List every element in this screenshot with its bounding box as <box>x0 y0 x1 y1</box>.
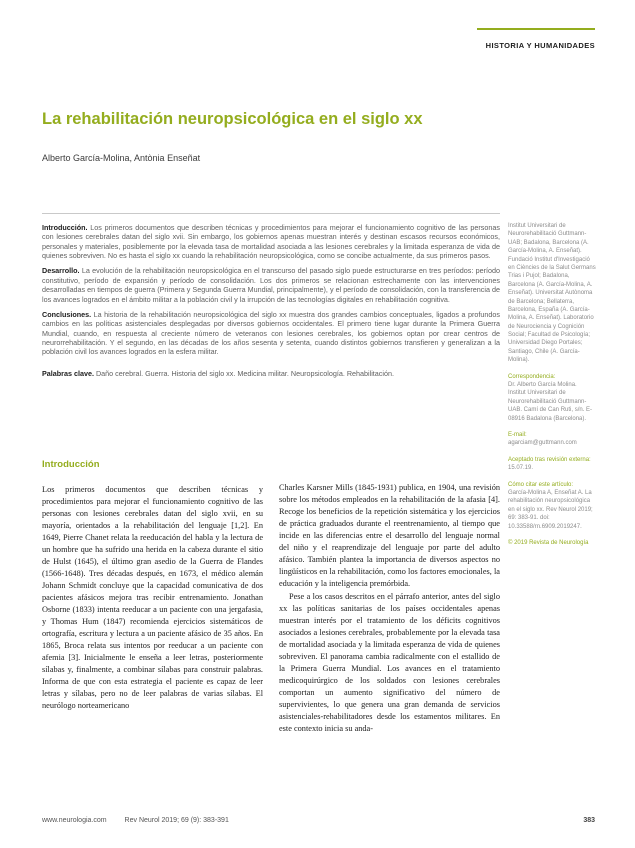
footer-left <box>42 817 245 824</box>
journal-url-link[interactable]: www.neurologia.com <box>42 817 107 824</box>
citation-block <box>508 481 596 531</box>
accepted-block <box>508 456 596 473</box>
page-number: 383 <box>583 817 595 824</box>
body-section <box>42 458 500 735</box>
journal-reference: Rev Neurol 2019; 69 (9): 383-391 <box>124 817 229 824</box>
abstract-block <box>42 213 500 384</box>
header-rule <box>477 28 595 30</box>
metadata-sidebar <box>508 222 596 555</box>
abstract-paragraph-introduccion <box>42 223 500 260</box>
abstract-paragraph-desarrollo <box>42 266 500 303</box>
abstract-text: La evolución de la rehabilitación neuropsicológica en el transcurso del pasado siglo puede estructurarse en tres períodos: período constitutivo, período de expansión y período de consolidación. Los dos primeros se relacionan estrechamente con las intervenciones desarrolladas en tiempos de guerra (Primera y Segunda Guerra Mundial, principalmente), y el período de consolidación, con la transferencia de los avances logrados en el ámbito militar a la población civil y la irrupción de las tecnologías digitales en rehabilitación cognitiva. <box>42 266 501 304</box>
affiliations: Institut Universitari de Neurorehabilitació Guttmann-UAB; Badalona, Barcelona (A. García-Molina, A. Enseñat). Fundació Institut d'Investigació en Ciències de la Salut Germans Trias i Pujol; Badalona, Barcelona (A. García-Molina, A. Enseñat). Universitat Autònoma de Barcelona; Bellaterra, Barcelona, España (A. García-Molina, A. Enseñat). Laboratorio de Neurociencia y Cognición Social; Facultad de Psicología; Universidad Diego Portales; Santiago, Chile (A. García-Molina). <box>508 223 596 364</box>
email-address[interactable]: agarciam@guttmann.com <box>508 440 577 447</box>
body-column-left <box>42 458 263 735</box>
page-header <box>477 28 595 53</box>
citation-text: García-Molina A, Enseñat A. La rehabilitación neuropsicológica en el siglo xx. Rev Neurol 2019; 69: 383-91. doi: 10.33588/rn.6909.2019247. <box>508 489 593 530</box>
article-title: La rehabilitación neuropsicológica en el siglo xx <box>42 110 423 128</box>
body-paragraph: Charles Karsner Mills (1845-1931) publica, en 1904, una revisión sobre los métodos empleados en la rehabilitación de la afasia [4]. Recoge los beneficios de la repetición sistemática y los ejercicios de práctica graduados durante el reentrenamiento, al tiempo que incide en las diferencias entre el desarrollo del lenguaje normal del niño y el reaprendizaje del lenguaje por parte del adulto afásico. También plantea la importancia de diversos aspectos no lingüísticos en la rehabilitación, como los factores emocionales, la educación y la inteligencia premórbida. <box>279 483 500 589</box>
article-authors: Alberto García-Molina, Antònia Enseñat <box>42 153 201 163</box>
abstract-paragraph-conclusiones <box>42 310 500 357</box>
page-footer <box>42 817 595 824</box>
body-columns <box>42 458 500 735</box>
correspondence-text: Dr. Alberto García Molina. Institut Universitari de Neurorehabilitació Guttmann-UAB. Camí de Can Ruti, s/n. E-08916 Badalona (Barcelona). <box>508 382 593 422</box>
body-paragraph: Los primeros documentos que describen técnicas y procedimientos para mejorar el funcionamiento cognitivo de las personas con lesiones cerebrales datan del siglo xvii, en su mayoría, orientados a la rehabilitación del lenguaje [1,2]. En 1649, Pierre Chanet relata la reeducación del habla y la lectura de un hombre que ha sufrido una herida en la cabeza durante el sitio de Hulst (1645), el último gran asedio de la Guerra de Flandes (1566-1648). Tres décadas después, en 1673, el médico alemán Johann Schmidt concluye que la capacidad comunicativa de dos pacientes afásicos mejora tras recibir entrenamiento. Jonathan Osborne (1833) intenta reeducar a un paciente con una jergafasia, y Thomas Hum (1847) recomienda ejercicios sistemáticos de ortografía, escritura y lectura a un paciente afásico de 35 años. En 1865, Broca relata sus intentos por reeducar a un paciente con afemia [3]. Inicialmente le enseña a leer letras, posteriormente sílabas y, finalmente, a combinar sílabas para construir palabras. Informa de que con esta estrategia el paciente es capaz de leer letras y sílabas, pero no de leer palabras de varias sílabas. El neurólogo norteamericano <box>42 484 263 711</box>
abstract-lead: Introducción. <box>42 223 88 232</box>
email-block <box>508 431 596 448</box>
abstract-lead: Desarrollo. <box>42 266 80 276</box>
abstract-text: La historia de la rehabilitación neuropsicológica del siglo xx muestra dos grandes cambios conceptuales, ligados a profundos cambios en las políticas asistenciales desplegadas por diversos gobiernos occidentales. El primero tiene lugar durante la Primera Guerra Mundial, cuando, en respuesta al creciente número de veteranos con lesiones cerebrales, los gobiernos optan por crear centros de neurorrehabilitación. Y el segundo, en las décadas de los años sesenta y setenta, cuando distintos gobiernos transfieren y generalizan a la población civil los avances logrados en la esfera militar. <box>42 309 500 357</box>
email-label: E-mail: <box>508 431 527 438</box>
section-heading-introduccion: Introducción <box>42 459 100 470</box>
copyright-notice: © 2019 Revista de Neurología <box>508 539 589 546</box>
body-column-right <box>279 458 500 735</box>
abstract-text: Daño cerebral. Guerra. Historia del siglo xx. Medicina militar. Neuropsicología. Rehabilitación. <box>95 368 394 378</box>
citation-label: Cómo citar este artículo: <box>508 481 574 488</box>
correspondence-block <box>508 373 596 423</box>
abstract-lead: Conclusiones. <box>42 309 92 319</box>
body-paragraph: Pese a los casos descritos en el párrafo anterior, antes del siglo xx las políticas sanitarias de los países occidentales apenas muestran interés por el tratamiento de los déficits cognitivos asociados a lesiones cerebrales, probablemente por la elevada tasa de mortalidad asociada y la limitada esperanza de vida de quienes sobreviven. El panorama cambia radicalmente con el estallido de la Primera Guerra Mundial. Los avances en el tratamiento medicoquirúrgico de los soldados con lesiones cerebrales comportan un aumento significativo del número de supervivientes, lo que genera una gran demanda de servicios asistenciales-rehabilitadores desde los estamentos militares. En este contexto inicia su anda- <box>279 592 500 734</box>
abstract-keywords <box>42 369 500 378</box>
correspondence-label: Correspondencia: <box>508 373 556 380</box>
section-label: HISTORIA Y HUMANIDADES <box>485 41 595 50</box>
accepted-date: 15.07.19. <box>508 465 534 472</box>
abstract-lead: Palabras clave. <box>42 368 94 378</box>
accepted-label: Aceptado tras revisión externa: <box>508 456 591 463</box>
abstract-text: Los primeros documentos que describen técnicas y procedimientos para mejorar el funcionamiento cognitivo de las personas con lesiones cerebrales datan del siglo xvii. Sin embargo, los gobiernos apenas muestran interés y destinan escasos recursos económicos, personales y materiales, posiblemente por la elevada tasa de mortalidad asociada a las lesiones cerebrales y la limitada esperanza de vida de quienes sobreviven. No es hasta el siglo xx cuando la rehabilitación neuropsicológica, como se concibe actualmente, da sus primeros pasos. <box>42 223 500 261</box>
